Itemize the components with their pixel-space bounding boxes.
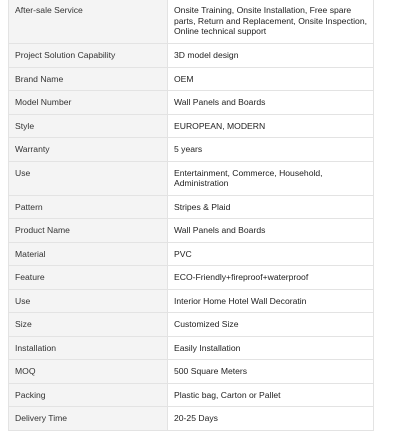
table-row [9, 219, 374, 243]
spec-value: Wall Panels and Boards [168, 219, 374, 243]
spec-key: Project Solution Capability [9, 44, 168, 68]
table-row [9, 161, 374, 195]
spec-value: Easily Installation [168, 336, 374, 360]
spec-value: Entertainment, Commerce, Household, Administration [168, 161, 374, 195]
spec-value: PVC [168, 242, 374, 266]
spec-key: Model Number [9, 91, 168, 115]
table-row [9, 313, 374, 337]
spec-value: Onsite Training, Onsite Installation, Free spare parts, Return and Replacement, Onsite Inspection, Online technical support [168, 0, 374, 44]
product-spec-table [8, 0, 374, 431]
spec-value: EUROPEAN, MODERN [168, 114, 374, 138]
table-row [9, 360, 374, 384]
spec-key: Style [9, 114, 168, 138]
spec-key: Size [9, 313, 168, 337]
spec-value: 500 Square Meters [168, 360, 374, 384]
spec-value: ECO-Friendly+fireproof+waterproof [168, 266, 374, 290]
table-row [9, 289, 374, 313]
spec-key: Warranty [9, 138, 168, 162]
spec-key: MOQ [9, 360, 168, 384]
table-row [9, 407, 374, 431]
spec-value: 20-25 Days [168, 407, 374, 431]
table-row [9, 44, 374, 68]
spec-value: Interior Home Hotel Wall Decoratin [168, 289, 374, 313]
table-row [9, 138, 374, 162]
table-row [9, 195, 374, 219]
spec-key: Use [9, 289, 168, 313]
spec-key: After-sale Service [9, 0, 168, 44]
spec-key: Pattern [9, 195, 168, 219]
table-row [9, 0, 374, 44]
spec-value: 3D model design [168, 44, 374, 68]
table-row [9, 91, 374, 115]
table-row [9, 336, 374, 360]
table-row [9, 242, 374, 266]
spec-value: Wall Panels and Boards [168, 91, 374, 115]
table-row [9, 266, 374, 290]
spec-key: Packing [9, 383, 168, 407]
spec-key: Material [9, 242, 168, 266]
spec-value: Customized Size [168, 313, 374, 337]
spec-key: Delivery Time [9, 407, 168, 431]
table-row [9, 114, 374, 138]
spec-key: Use [9, 161, 168, 195]
table-row [9, 383, 374, 407]
spec-key: Product Name [9, 219, 168, 243]
spec-key: Brand Name [9, 67, 168, 91]
spec-value: Stripes & Plaid [168, 195, 374, 219]
spec-key: Installation [9, 336, 168, 360]
spec-key: Feature [9, 266, 168, 290]
spec-value: 5 years [168, 138, 374, 162]
spec-value: Plastic bag, Carton or Pallet [168, 383, 374, 407]
spec-value: OEM [168, 67, 374, 91]
table-row [9, 67, 374, 91]
